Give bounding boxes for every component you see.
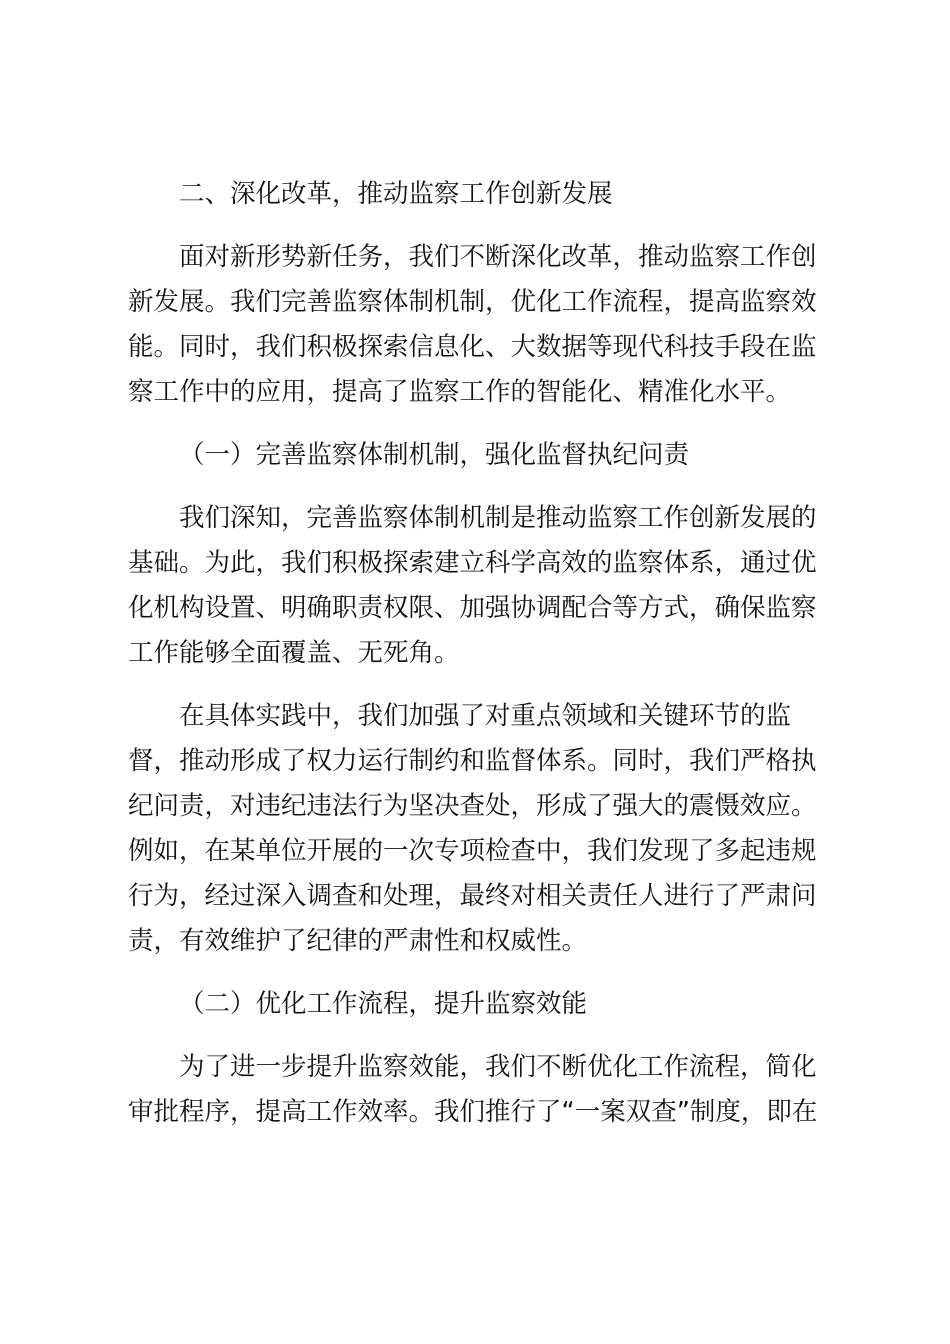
paragraph-line: 基础。为此，我们积极探索建立科学高效的监察体系，通过优 (128, 548, 817, 578)
paragraph-line: 责，有效维护了纪律的严肃性和权威性。 (128, 926, 588, 956)
paragraph (128, 496, 832, 676)
paragraph-line: 面对新形势新任务，我们不断深化改革，推动监察工作创 (179, 242, 817, 272)
subsection-heading: （二）优化工作流程，提升监察效能 (179, 989, 588, 1019)
paragraph-line: 察工作中的应用，提高了监察工作的智能化、精准化水平。 (128, 377, 792, 407)
paragraph-line: 能。同时，我们积极探索信息化、大数据等现代科技手段在监 (128, 332, 817, 362)
paragraph-line: 我们深知，完善监察体制机制是推动监察工作创新发展的 (179, 503, 817, 533)
subsection-heading: （一）完善监察体制机制，强化监督执纪问责 (179, 440, 690, 470)
paragraph-line: 工作能够全面覆盖、无死角。 (128, 638, 460, 668)
paragraph-line: 在具体实践中，我们加强了对重点领域和关键环节的监 (179, 701, 792, 731)
paragraph-line: 新发展。我们完善监察体制机制，优化工作流程，提高监察效 (128, 287, 817, 317)
paragraph-line: 审批程序，提高工作效率。我们推行了“一案双查”制度，即在 (128, 1097, 818, 1127)
paragraph-line: 为了进一步提升监察效能，我们不断优化工作流程，简化 (179, 1052, 817, 1082)
paragraph (128, 694, 832, 964)
document-body (128, 172, 832, 1153)
paragraph (128, 1045, 832, 1135)
paragraph-line: 化机构设置、明确职责权限、加强协调配合等方式，确保监察 (128, 593, 817, 623)
paragraph (128, 235, 832, 415)
paragraph-line: 行为，经过深入调查和处理，最终对相关责任人进行了严肃问 (128, 881, 817, 911)
paragraph-line: 纪问责，对违纪违法行为坚决查处，形成了强大的震慑效应。 (128, 791, 817, 821)
paragraph-line: 督，推动形成了权力运行制约和监督体系。同时，我们严格执 (128, 746, 817, 776)
paragraph-line: 例如，在某单位开展的一次专项检查中，我们发现了多起违规 (128, 836, 817, 866)
section-heading: 二、深化改革，推动监察工作创新发展 (179, 179, 613, 209)
